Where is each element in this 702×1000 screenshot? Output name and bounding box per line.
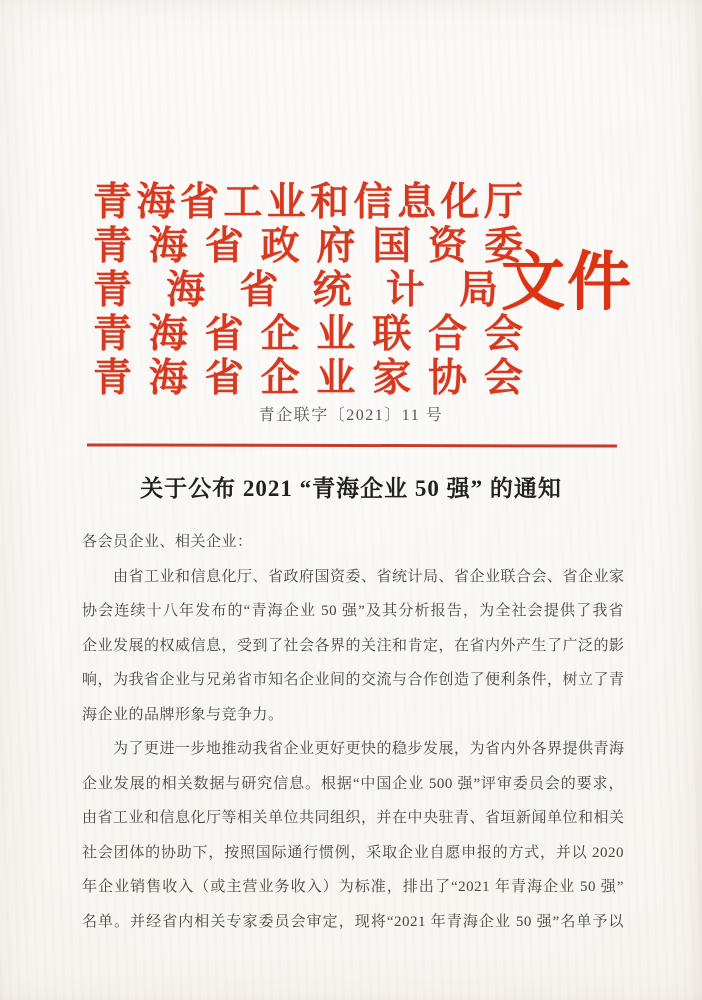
body-line: 企业发展的权威信息，受到了社会各界的关注和肯定，在省内外产生了广泛的影 bbox=[82, 637, 625, 654]
body-line: 为了更进一步地推动我省企业更好更快的稳步发展，为省内外各界提供青海 bbox=[113, 741, 625, 757]
body-line: 企业发展的相关数据与研究信息。根据“中国企业 500 强”评审委员会的要求， bbox=[82, 775, 624, 792]
agency-line: 青海省工业和信息化厅 bbox=[93, 181, 523, 224]
body-line: 由省工业和信息化厅、省政府国资委、省统计局、省企业联合会、省企业家 bbox=[113, 568, 625, 585]
document-title: 关于公布 2021 “青海企业 50 强” 的通知 bbox=[140, 476, 562, 501]
agency-line: 青海省企业联合会 bbox=[93, 313, 523, 356]
body-line: 社会团体的协助下，按照国际通行惯例，采取企业自愿申报的方式，并以 2020 bbox=[82, 844, 624, 861]
body-line: 响，为我省企业与兄弟省市知名企业间的交流与合作创造了便利条件，树立了青 bbox=[82, 672, 625, 688]
agency-line: 青海省统计局 bbox=[93, 269, 498, 312]
document-body bbox=[82, 525, 624, 939]
body-line: 由省工业和信息化厅等相关单位共同组织，并在中央驻青、省垣新闻单位和相关 bbox=[82, 810, 625, 826]
body-line: 海企业的品牌形象与竞争力。 bbox=[82, 706, 284, 723]
body-line: 协会连续十八年发布的“青海企业 50 强”及其分析报告，为全社会提供了我省 bbox=[82, 603, 624, 619]
agency-line: 青海省政府国资委 bbox=[93, 225, 523, 268]
letterhead bbox=[93, 181, 523, 401]
doc-type-label: 文件 bbox=[501, 247, 633, 318]
body-line: 年企业销售收入（或主营业务收入）为标准，排出了“2021 年青海企业 50 强” bbox=[82, 879, 624, 895]
salutation: 各会员企业、相关企业： bbox=[82, 534, 253, 550]
agency-line: 青海省企业家协会 bbox=[93, 357, 523, 400]
doc-number: 青企联字〔2021〕11 号 bbox=[258, 407, 444, 424]
red-divider bbox=[87, 443, 617, 447]
body-line: 名单。并经省内相关专家委员会审定，现将“2021 年青海企业 50 强”名单予以 bbox=[82, 913, 624, 930]
